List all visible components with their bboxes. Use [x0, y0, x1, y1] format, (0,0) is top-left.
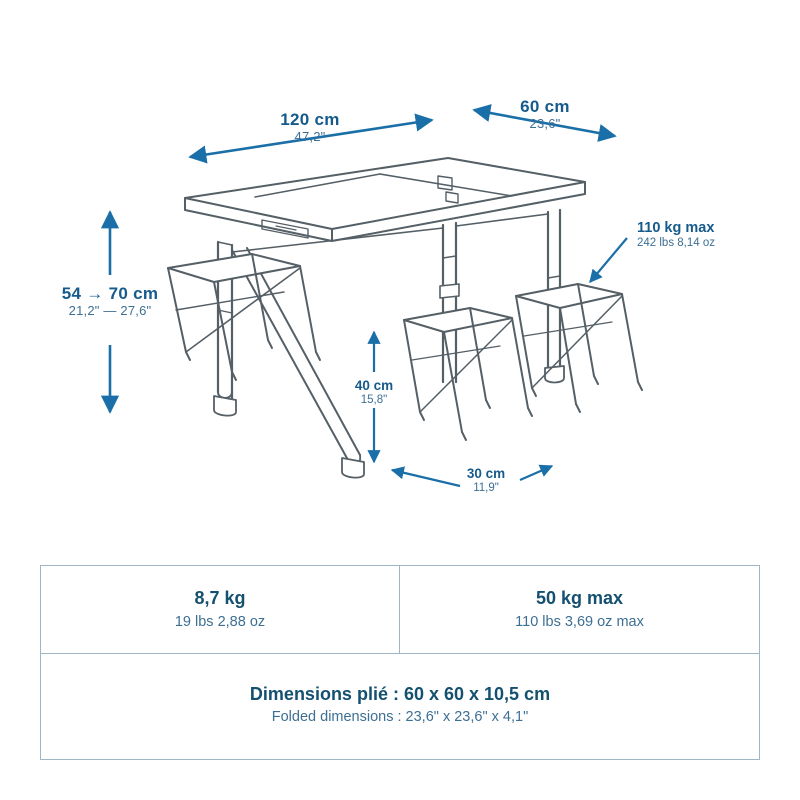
label-table-depth	[465, 97, 625, 131]
label-table-height-sub: 21,2" — 27,6"	[68, 302, 152, 318]
label-stool-load-main: 110 kg max	[637, 220, 715, 236]
product-weight-value: 8,7 kg	[194, 587, 246, 608]
label-table-height	[25, 284, 195, 318]
table-illustration	[185, 158, 585, 478]
label-table-depth-main: 60 cm	[520, 97, 570, 116]
table-max-load-imperial: 110 lbs 3,69 oz max	[515, 614, 644, 631]
label-stool-load-sub: 242 lbs 8,14 oz	[637, 236, 716, 249]
folded-dimensions-cell	[41, 654, 759, 758]
table-row	[41, 654, 759, 758]
product-weight-imperial: 19 lbs 2,88 oz	[174, 614, 266, 631]
label-table-depth-sub: 23,6"	[529, 115, 561, 131]
table-max-load-cell	[400, 566, 759, 653]
folded-dimensions-value: Dimensions plié : 60 x 60 x 10,5 cm	[249, 684, 551, 705]
label-stool-height	[334, 378, 414, 407]
stool-illustration-right	[516, 284, 642, 412]
specifications-table	[40, 565, 760, 760]
label-table-width-sub: 47,2"	[294, 128, 326, 144]
label-stool-load	[637, 220, 797, 250]
label-stool-width-sub: 11,9"	[473, 481, 499, 494]
label-stool-height-sub: 15,8"	[360, 393, 388, 406]
label-stool-width	[436, 466, 536, 495]
label-stool-height-main: 40 cm	[354, 378, 394, 393]
label-table-height-main: 54 → 70 cm	[61, 284, 159, 303]
table-max-load-value: 50 kg max	[535, 587, 624, 608]
product-weight-cell	[41, 566, 400, 653]
table-row	[41, 566, 759, 654]
folded-dimensions-english: Folded dimensions : 23,6" x 23,6" x 4,1"	[271, 709, 529, 726]
label-table-width-main: 120 cm	[280, 110, 340, 129]
arrow-stool-load	[590, 238, 627, 282]
stool-illustration-center	[404, 308, 532, 440]
label-stool-width-main: 30 cm	[466, 466, 506, 481]
label-table-width	[215, 110, 405, 144]
